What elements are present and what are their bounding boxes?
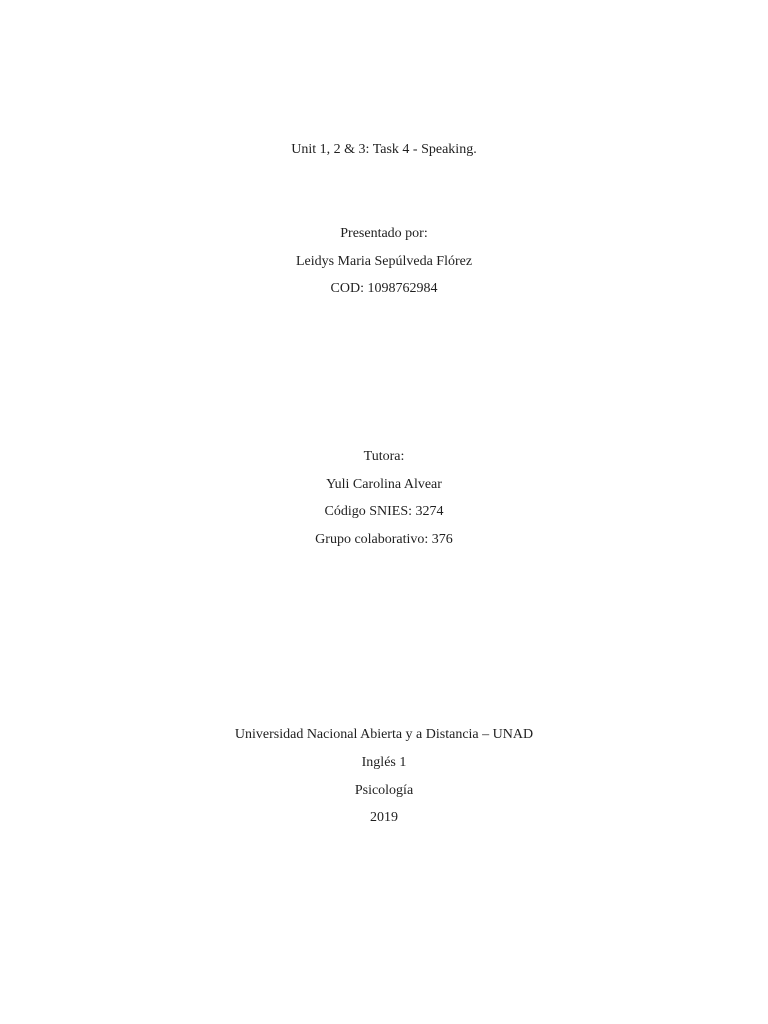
program-name: Psicología bbox=[354, 783, 414, 798]
presenter-code: COD: 1098762984 bbox=[330, 281, 438, 296]
presenter-name: Leidys Maria Sepúlveda Flórez bbox=[295, 254, 473, 269]
snies-code: Código SNIES: 3274 bbox=[324, 504, 444, 519]
university-name: Universidad Nacional Abierta y a Distancia – UNAD bbox=[234, 727, 534, 742]
presenter-label: Presentado por: bbox=[340, 226, 428, 241]
document-title: Unit 1, 2 & 3: Task 4 - Speaking. bbox=[291, 142, 477, 157]
collaborative-group: Grupo colaborativo: 376 bbox=[315, 532, 453, 547]
year: 2019 bbox=[370, 810, 398, 825]
tutor-label: Tutora: bbox=[363, 449, 405, 464]
tutor-name: Yuli Carolina Alvear bbox=[326, 477, 442, 492]
course-name: Inglés 1 bbox=[361, 755, 407, 770]
